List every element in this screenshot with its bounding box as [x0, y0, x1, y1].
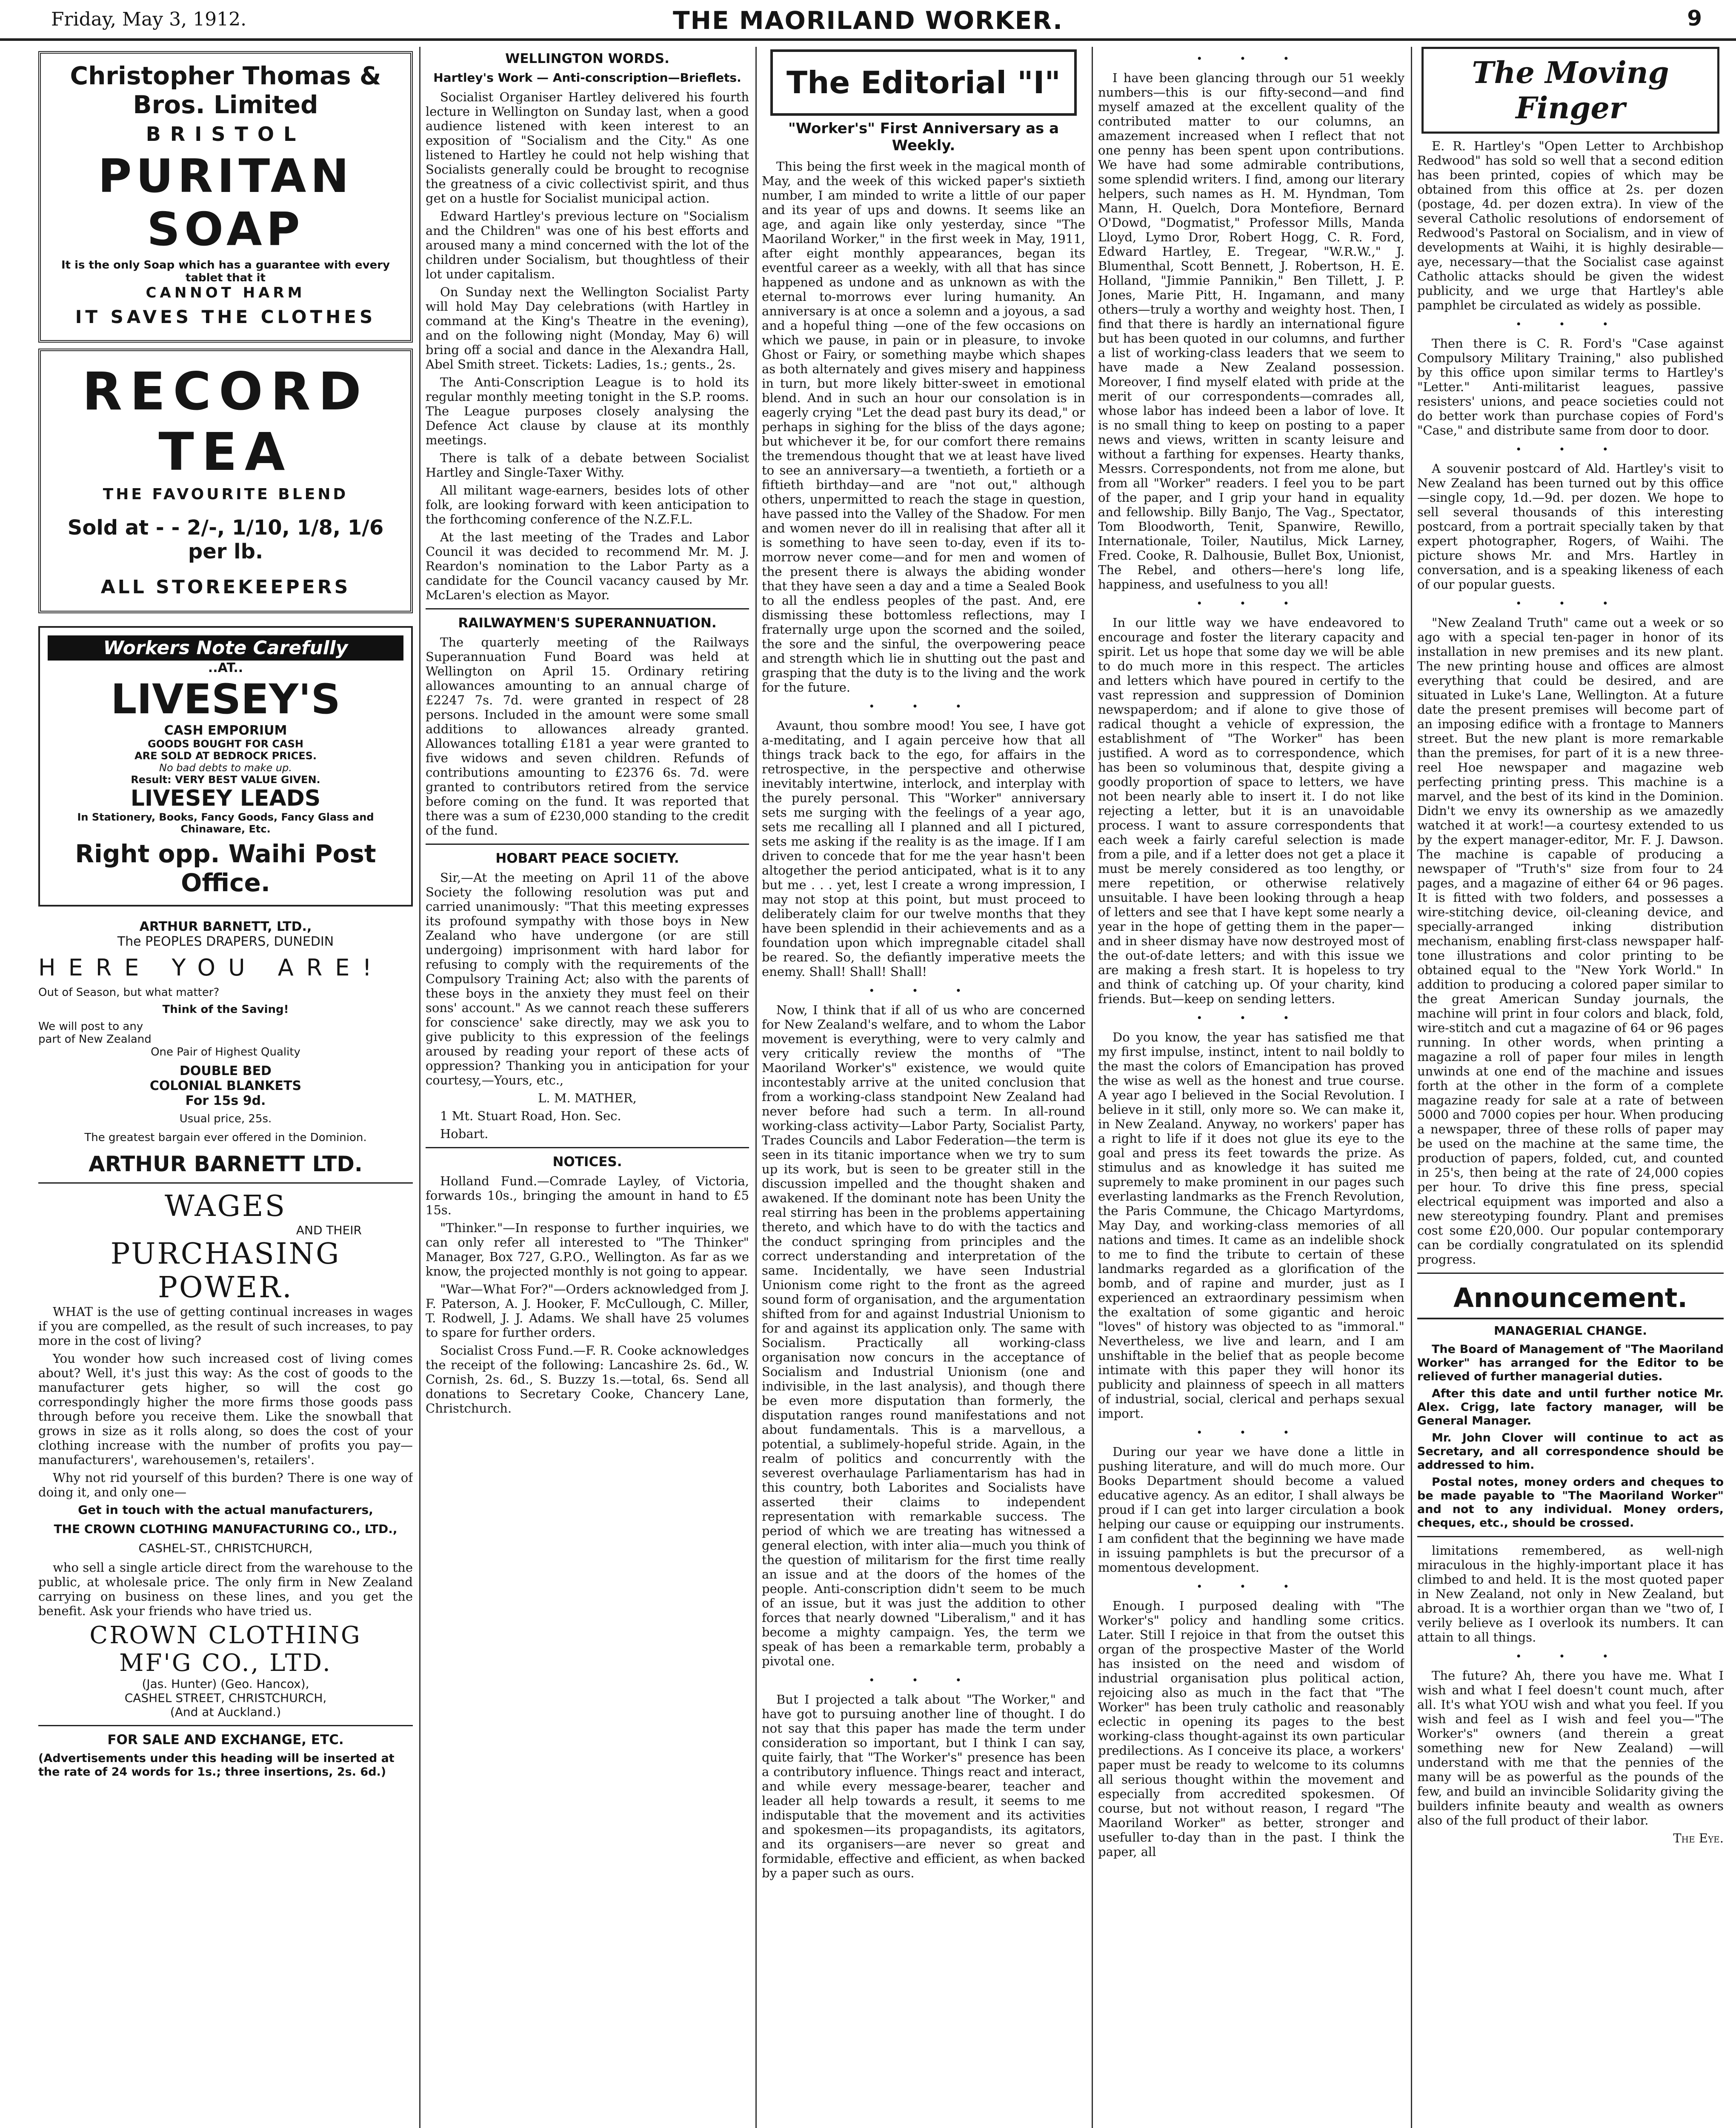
announcement-title: Announcement.	[1417, 1282, 1724, 1319]
divider	[426, 1147, 749, 1148]
ad-usual-price: Usual price, 25s.	[179, 1113, 272, 1125]
column-5	[1417, 47, 1724, 2128]
ad-tagline: CANNOT HARM	[146, 284, 306, 301]
ad-city: BRISTOL	[146, 123, 306, 146]
notice-item: "Thinker."—In response to further inquiries, we can only refer all interested to "The Thinker" Manager, Box 727, G.P.O., Wellington. As far as we know, the projected monthly is not going to appear.	[426, 1221, 749, 1279]
editorial-signature: The Eye.	[1673, 1831, 1724, 1845]
ad-banner: Workers Note Carefully	[48, 635, 403, 661]
ad-line: ARE SOLD AT BEDROCK PRICES.	[134, 750, 317, 762]
announcement-paragraph: After this date and until further notice Mr. Alex. Crigg, late factory manager, will be General Manager.	[1417, 1387, 1724, 1427]
article-paragraph: The Anti-Conscription League is to hold its regular monthly meeting tonight in the S.P. rooms. The League purposes closely analysing the Defence Act clause by clause at its monthly meetings.	[426, 375, 749, 447]
ad-headline-connector: AND THEIR	[296, 1223, 362, 1237]
ad-tagline: THE FAVOURITE BLEND	[103, 486, 349, 503]
ad-location: Right opp. Waihi Post Office.	[75, 839, 376, 897]
column-rule	[419, 47, 420, 2128]
announcement-subtitle: MANAGERIAL CHANGE.	[1494, 1324, 1647, 1338]
section-separator: • • •	[1516, 318, 1625, 330]
article-paragraph: At the last meeting of the Trades and Labor Council it was decided to recommend Mr. M. J. Reardon's nomination to the Labor Party as a candidate for the Council vacancy caused by Mr. McLaren's election as Mayor.	[426, 530, 749, 602]
ad-body: who sell a single article direct from the warehouse to the public, at wholesale price. The only firm in New Zealand carrying on business on these lines, and you get the benefit. Ask your friends who have tried us.	[38, 1560, 413, 1618]
announcement-paragraph: Mr. John Clover will continue to act as Secretary, and all correspondence should be addressed to him.	[1417, 1431, 1724, 1472]
ad-line: We will post to any	[38, 1020, 143, 1033]
editorial-title-box	[770, 49, 1077, 116]
section-separator: • • •	[1196, 1427, 1306, 1439]
section-separator: • • •	[869, 701, 978, 712]
ad-headline: POWER.	[158, 1271, 293, 1304]
signature: 1 Mt. Stuart Road, Hon. Sec.	[440, 1109, 621, 1123]
notice-item: Holland Fund.—Comrade Layley, of Victoria, forwards 10s., bringing the amount in hand to £5 15s.	[426, 1174, 749, 1217]
article-heading: HOBART PEACE SOCIETY.	[495, 851, 679, 866]
newspaper-title: THE MAORILAND WORKER.	[672, 6, 1064, 35]
article-paragraph: All militant wage-earners, besides lots of other folk, are looking forward with keen anticipation to the forthcoming conference of the N.Z.F.L.	[426, 483, 749, 526]
column-rule	[1411, 47, 1412, 2128]
section-heading-sale: FOR SALE AND EXCHANGE, ETC.	[107, 1732, 344, 1748]
ad-body: WHAT is the use of getting continual increases in wages if you are compelled, as the result of such increases, to pay more in the cost of living?	[38, 1304, 413, 1348]
ad-puritan-soap	[38, 51, 413, 343]
editorial-paragraph: During our year we have done a little in pushing literature, and will do much more. Our Books Department should become a valued educative agency. As an editor, I shall always be proud if I can get into larger circulation a book helping our cause or equipping our instruments. I am confident that the beginning we have made in issuing pamphlets is but the precursor of a momentous development.	[1098, 1444, 1404, 1575]
editorial-subtitle: "Worker's" First Anniversary as a Weekly.	[788, 120, 1059, 154]
ad-product-name: PURITAN SOAP	[98, 150, 353, 256]
ad-line: No bad debts to make up.	[159, 762, 292, 774]
editorial-paragraph: Enough. I purposed dealing with "The Worker's" policy and handling some critics. Later. Still I rejoice in that from the outset this organ of the prospective Master of the World has insisted on the need and wisdom of industrial organisation plus political action, rejoicing also as much in the fact that "The Worker" has been truly catholic and reasonably eclectic in opening its pages to the best working-class thought-against its own particular predilections. As I conceive its place, a workers' paper must be ready to welcome to its columns all serious thought within the movement and especially from accredited spokesmen. Of course, but not without reason, I regard "The Maoriland Worker" as better, stronger and usefuller to-day than in the past. I think the paper, all	[1098, 1599, 1404, 1859]
article-heading: RAILWAYMEN'S SUPERANNUATION.	[458, 615, 717, 631]
editorial-paragraph: Avaunt, thou sombre mood! You see, I have got a-meditating, and I again perceive how that all things track back to the ego, for affairs in the retrospective, in the perspective and otherwise inevitably intertwine, interlock, and interplay with the purely personal. This "Worker" anniversary sets me surging with the feelings of a year ago, sets me recalling all I planned and all I pictured, sets me asking if the reality is as the image. If I am driven to concede that for me the year hasn't been altogether the period anticipated, what is it to any but me . . . yet, lest I create a wrong impression, I may not stop at this point, but must proceed to deliberately claim for our twelve months that they have been splendid in their achievements and as a foundation upon which impregnable citadel shall be reared. So, the defiantly imperative meets the enemy. Shall! Shall! Shall!	[762, 718, 1085, 979]
ad-product: DOUBLE BED	[180, 1064, 272, 1078]
article-subheading: Hartley's Work — Anti-conscription—Brieflets.	[433, 71, 741, 85]
article-paragraph: A souvenir postcard of Ald. Hartley's visit to New Zealand has been turned out by this office—single copy, 1d.—9d. per dozen. We hope to sell several thousands of this interesting postcard, from a portrait specially taken by that expert photographer, Rogers, of Waihi. The picture shows Mr. and Mrs. Hartley in conversation, and is a speaking likeness of each of our popular guests.	[1417, 461, 1724, 592]
ad-callout: Get in touch with the actual manufacturers,	[78, 1503, 373, 1517]
ad-subtitle: CASH EMPORIUM	[164, 723, 287, 738]
ad-line: In Stationery, Books, Fancy Goods, Fancy Glass and Chinaware, Etc.	[77, 811, 374, 835]
ad-address: CASHEL STREET, CHRISTCHURCH,	[124, 1691, 327, 1705]
signature: L. M. MATHER,	[538, 1091, 637, 1105]
editorial-paragraph: I have been glancing through our 51 weekly numbers—this is our fifty-second—and find myself amazed at the excellent quality of the contributed matter to our columns, an amazement increased when I reflect that not one penny has been spent upon contributions. We have had some admirable contributions, some splendid writers. I find, among our literary helpers, such names as H. M. Hyndman, Tom Mann, H. Quelch, Dora Montefiore, Bernard O'Dowd, "Dogmatist," Professor Mills, Manda Lloyd, Lymo Dror, Robert Hogg, C. R. Ford, Edward Hartley, E. Tregear, "W.R.W.," J. Blumenthal, Scott Bennett, J. Robertson, H. E. Holland, "Jimmie Pannikin," Ben Tillett, J. P. Jones, Marie Pitt, H. Ingamann, and many others—truly a worthy and weighty host. Then, I find that there is hardly an international figure but has been quoted in our columns, and further a list of working-class leaders that we seem to have made a New Zealand possession. Moreover, I find myself elated with pride at the merit of our correspondents—comrades all, whose labor has indeed been a labor of love. It is no small thing to keep on posting to a paper news and views, written in scanty leisure and without a farthing for expenses. Hearty thanks, Messrs. Correspondents, not from me alone, but from all "Worker" readers. I feel you to be part of the paper, and I grip your hand in equality and fellowship. Billy Banjo, The Vag., Spectator, Tom Bloodworth, Tenit, Spanwire, Rewillo, Internationale, Toiler, Nautilus, Mick Larney, Fred. Cooke, R. Dalhousie, Bullet Box, Unionist, The Rebel, and others—here's long life, happiness, and usefulness to you all!	[1098, 71, 1404, 592]
ad-product-name: RECORD TEA	[82, 361, 369, 482]
sale-rates: (Advertisements under this heading will be inserted at the rate of 24 words for 1s.; three insertions, 2s. 6d.)	[38, 1752, 395, 1779]
ad-logo-text: ARTHUR BARNETT LTD.	[89, 1152, 363, 1176]
ad-line: part of New Zealand	[38, 1033, 152, 1046]
article-paragraph: Sir,—At the meeting on April 11 of the above Society the following resolution was put and carried unanimously: "That this meeting expresses its profound sympathy with those boys in New Zealand who have undergone (or are still undergoing) imprisonment with hard labor for refusing to comply with the requirements of the Compulsory Training Act; also with the parents of these boys in the anxiety they must feel on their sons' account." As we cannot reach these sufferers for conscience' sake directly, may we ask you to give publicity to this expression of the feelings aroused by reading your report of these acts of oppression? Thanking you in anticipation for your courtesy,—Yours, etc.,	[426, 870, 749, 1087]
section-separator: • • •	[1516, 443, 1625, 455]
article-paragraph: Then there is C. R. Ford's "Case against Compulsory Military Training," also published by this office upon similar terms to Hartley's "Letter." Anti-militarist leagues, passive resisters' unions, and peace societies could not do better work than purchase copies of Ford's "Case," and distribute same from door to door.	[1417, 336, 1724, 438]
ad-address: CASHEL-ST., CHRISTCHURCH,	[138, 1541, 313, 1555]
article-heading: NOTICES.	[552, 1154, 622, 1170]
editorial-continued-paragraph: The future? Ah, there you have me. What I wish and what I feel doesn't count much, after all. It's what YOU wish and what you feel. If you wish and feel as I wish and feel you—"The Worker's" owners (and therein a great something new for New Zealand) —will understand with me that the pennies of the many will be as powerful as the pounds of the few, and build an invincible Solidarity giving the builders infinite beauty and wealth as owners also of the full product of their labor.	[1417, 1668, 1724, 1828]
ad-line: One Pair of Highest Quality	[151, 1046, 300, 1058]
ad-firm: THE CROWN CLOTHING MANUFACTURING CO., LTD.,	[54, 1522, 398, 1536]
section-separator: • • •	[869, 985, 978, 997]
divider	[1417, 1536, 1724, 1537]
ad-firm-name: CROWN CLOTHING	[89, 1622, 362, 1649]
divider	[426, 844, 749, 845]
page-number: 9	[1687, 6, 1702, 31]
issue-date: Friday, May 3, 1912.	[51, 9, 247, 30]
column-2	[426, 47, 749, 2128]
ad-body: You wonder how such increased cost of living comes about? Well, it's just this way: As the cost of goods to the manufacturer gets higher, so will the cost go correspondingly higher the more firms those goods pass through before you receive them. Like the snowball that grows in size as it rolls along, so does the cost of your clothing increase with the number of profits you pay—manufacturers', warehousemen's, retailers'.	[38, 1351, 413, 1467]
section-separator: • • •	[1196, 598, 1306, 609]
notice-item: Socialist Cross Fund.—F. R. Cooke acknowledges the receipt of the following: Lancashire 2s. 6d., W. Cornish, 2s. 6d., S. Buzzy 1s.—total, 6s. Send all donations to Secretary Cooke, Chancery Lane, Christchurch.	[426, 1343, 749, 1416]
section-separator: • • •	[1196, 1012, 1306, 1024]
section-separator: • • •	[1516, 1650, 1625, 1662]
ad-line: Result: VERY BEST VALUE GIVEN.	[131, 774, 320, 786]
editorial-paragraph: In our little way we have endeavored to encourage and foster the literary capacity and spirit. Let us hope that some day we will be able to do much more in this respect. The articles and letters which have poured in certify to the vast repression and suppression of Dominion newspaperdom; and if alone to give those of radical thought a vehicle of expression, the establishment of "The Worker" has been justified. A word as to correspondence, which has been so voluminous that, despite giving a goodly proportion of space to letters, we have not been nearly able to insert it. I do not like rejecting a letter, but it is an unavoidable process. I want to assure correspondents that each week a fairly careful selection is made from a pile, and if a letter does not get a place it must be merely considered as too lengthy, or mere repetition, or otherwise relatively unsuitable. I have been looking through a heap of letters and see that I have kept some nearly a year in the hope of getting them in the paper—and in sheer dismay have now destroyed most of the out-of-date letters; and with this issue we are making a fresh start. It is hopeless to try and think of catching up. Of your charity, kind friends. But—keep on sending letters.	[1098, 615, 1404, 1006]
moving-finger-title: The Moving Finger	[1472, 55, 1669, 126]
ad-wages	[38, 1190, 413, 1719]
ad-at: ..AT..	[208, 661, 243, 675]
signature: Hobart.	[440, 1127, 489, 1141]
article-paragraph: On Sunday next the Wellington Socialist Party will hold May Day celebrations (with Hartley in command at the King's Theatre in the evening), and on the following night (Monday, May 6) will bring off a social and dance in the Alexandra Hall, Abel Smith street. Tickets: Ladies, 1s.; gents., 2s.	[426, 285, 749, 372]
section-separator: • • •	[869, 1674, 978, 1686]
divider	[38, 1182, 413, 1184]
ad-headline: WAGES	[164, 1190, 287, 1223]
ad-price: Sold at - - 2/-, 1/10, 1/8, 1/6 per lb.	[67, 516, 384, 563]
moving-finger-title-box	[1421, 47, 1719, 134]
announcement-paragraph: Postal notes, money orders and cheques to be made payable to "The Maoriland Worker" and not to any individual. Money orders, cheques, etc., should be crossed.	[1417, 1476, 1724, 1530]
divider	[1417, 1273, 1724, 1274]
ad-store-name: LIVESEY'S	[111, 675, 340, 723]
page-header	[0, 0, 1736, 41]
ad-headline: HERE YOU ARE!	[38, 954, 384, 981]
article-paragraph: The quarterly meeting of the Railways Superannuation Fund Board was held at Wellington on April 15. Ordinary retiring allowances amounting to an annual charge of £2247 7s. 7d. were granted in respect of 28 persons. Included in the amount were some small additions to allowances already granted. Allowances totalling £181 a year were granted to five widows and seven children. Refunds of contributions amounting to £2376 6s. 7d. were granted to contributors retired from the service before coming on the fund. It was reported that there was a sum of £230,000 standing to the credit of the fund.	[426, 635, 749, 838]
ad-headline: PURCHASING	[110, 1237, 341, 1271]
ad-product: COLONIAL BLANKETS	[149, 1078, 302, 1093]
section-separator: • • •	[1516, 598, 1625, 609]
editorial-paragraph: But I projected a talk about "The Worker," and have got to pursuing another line of thought. I do not say that this paper has made the term under consideration so important, but I think I can say, quite fairly, that "The Worker's" presence has been a contributory influence. Things react and interact, and while every message-bearer, teacher and leader all help towards a result, it seems to me indisputable that the movement and its activities and spokesmen—its propagandists, its agitators, and its organisers—are never so great and formidable, effective and efficient, as when backed by a paper such as ours.	[762, 1692, 1085, 1880]
ad-slogan: LIVESEY LEADS	[130, 786, 321, 811]
section-separator: • • •	[1196, 1581, 1306, 1593]
editorial-paragraph: Now, I think that if all of us who are concerned for New Zealand's welfare, and to whom the Labor movement is everything, were to very calmly and very critically review the months of "The Maoriland Worker's" existence, we would quite incontestably arrive at the united conclusion that from a working-class standpoint New Zealand had never before had such a term. In all-round working-class activity—Labor Party, Socialist Party, Trades Councils and Labor Federation—the term is seen in its titanic importance when we try to sum up its work, but is seen to be greater still in the discussion impelled and the thought shaken and awakened. If the dominant note has been Unity the real stirring has been in the problems appertaining thereto, and which have to do with the tactics and the conduct springing from principles and the correct understanding and interpretation of the same. Incidentally, we have seen Industrial Unionism come right to the front as the agreed sound form of organisation, and the argumentation shifted from for and against Industrial Unionism to for and against its application only. The same with Socialism. Practically all working-class organisation now concurs in the acceptance of Socialism and Industrial Unionism (one and indivisible, in the last analysis), and though there be even more disputation than formerly, the disputation ranges round manifestations and not about fundamentals. This is a marvellous, a potential, a sublimely-hopeful stride. Again, in the realm of politics and concurrently with the severest overhaulage Parliamentarism has had in this country, both Laborites and Socialists have asserted their claims to independent representation with remarkable success. The period of which we are treating has witnessed a general election, with inter alia—much you think of the question of militarism for the first time really an issue and at the doors of the homes of the people. Anti-conscription didn't seem to be much of an issue, but it was just the addition to other forces that nearly downed "Liberalism," and it has become a mighty campaign. Yes, the term we speak of has been a remarkable term, probably a pivotal one.	[762, 1003, 1085, 1668]
ad-stockists: ALL STOREKEEPERS	[100, 576, 351, 598]
section-separator: • • •	[1196, 53, 1306, 65]
notice-item: "War—What For?"—Orders acknowledged from J. F. Paterson, A. J. Hooker, F. McCullough, C. Miller, T. Rodwell, J. J. Adams. We shall have 25 volumes to spare for further orders.	[426, 1282, 749, 1340]
editorial-title: The Editorial "I"	[786, 65, 1061, 100]
ad-description: It is the only Soap which has a guarantee with every tablet that it	[61, 259, 390, 284]
column-4	[1098, 47, 1404, 2128]
editorial-paragraph: Do you know, the year has satisfied me that my first impulse, instinct, intent to nail boldly to the mast the colors of Emancipation has proved the wise as well as the honest and true course. A year ago I believed in the Social Revolution. I believe in it still, only more so. We can make it, in New Zealand. Anyway, no workers' paper has a right to life if it does not glue its eye to the goal and press its feet towards the prize. As stimulus and as knowledge it has suited me supremely to make prominent in our pages such everlasting landmarks as the French Revolution, the Paris Commune, the Chicago Martyrdoms, May Day, and working-class memories of all nations and times. It came as an indelible shock to me to find the tribute to certain of these landmarks regarded as a glorification of the bomb, and of rapine and murder, just as I experienced an extraordinary pessimism when the exaltation of some gigantic and heroic "loves" of history was objected to as "immoral." Nevertheless, we live and learn, and I am unshiftable in the belief that as people become intimate with this paper they will honor its publicity and plainness of speech in all matters of industrial, social, clerical and perhaps sexual import.	[1098, 1030, 1404, 1421]
ad-liveseys	[38, 626, 413, 907]
article-paragraph: "New Zealand Truth" came out a week or so ago with a special ten-pager in honor of its installation in new premises and its new plant. The new printing house and offices are almost everything that could be desired, and are situated in Luke's Lane, Wellington. At a future date the present premises will become part of an imposing edifice with a frontage to Manners street. But the new plant is more remarkable than the premises, for part of it is a new three-reel Hoe newspaper and magazine web perfecting printing press. This machine is a marvel, and the best of its kind in the Dominion. Didn't we envy its ownership as we amazedly watched it at work!—a courtesy extended to us by the expert manager-editor, Mr. F. J. Dawson. The machine is capable of producing a newspaper of "Truth's" size from four to 24 pages, and a magazine of either 64 or 96 pages. It is fitted with two folders, and possesses a wire-stitching device, oil-cleaning device, and specially-arranged inking distribution mechanism, enabling first-class newspaper half-tone illustrations and color printing to be obtained equal to the "New York World." In addition to producing a colored paper similar to the great American Sunday journals, the machine will print in four colors and black, fold, wire-stitch and cut a magazine of 64 or 96 pages running. In other words, when printing a magazine a roll of paper four miles in length unwinds at one end of the machine and issues forth at the other in the form of a complete magazine ready for sale at a rate of between 5000 and 7000 copies per hour. When producing a newspaper, three of these rolls of paper may be used on the machine at the same time, the production of papers, folded, cut, and counted in 25's, then being at the rate of 24,000 copies per hour. To drive this fine press, special electrical equipment was imported and also a new stereotyping foundry. Plant and premises cost some £20,000. Our popular contemporary can be cordially congratulated on its splendid progress.	[1417, 615, 1724, 1267]
article-heading: WELLINGTON WORDS.	[505, 51, 669, 66]
ad-company-name: Christopher Thomas & Bros. Limited	[70, 61, 381, 119]
divider	[38, 1725, 413, 1726]
article-paragraph: Edward Hartley's previous lecture on "Socialism and the Children" was one of his best efforts and aroused many a mind concerned with the lot of the children under Socialism, but thoughtless of their lot under capitalism.	[426, 209, 749, 281]
ad-branch: (And at Auckland.)	[170, 1705, 281, 1719]
ad-line: GOODS BOUGHT FOR CASH	[148, 738, 303, 750]
ad-line: Think of the Saving!	[162, 1003, 289, 1016]
ad-line: The greatest bargain ever offered in the Dominion.	[84, 1131, 367, 1144]
ad-line: Out of Season, but what matter?	[38, 986, 220, 999]
divider	[426, 608, 749, 609]
column-rule	[1092, 47, 1093, 2128]
editorial-paragraph: This being the first week in the magical month of May, and the week of this wicked paper's sixtieth number, I am minded to write a little of our paper and its year of ups and downs. It seems like an age, and again like only yesterday, since "The Maoriland Worker," in the first week in May, 1911, after eight monthly appearances, began its eventful career as a weekly, with all that has since happened as undone and as unknown as with the eternal to-morrows ever luring humanity. An anniversary is at once a solemn and a joyous, a sad and a hopeful thing —one of the few occasions on which we pause, in pain or in pleasure, to invoke Ghost or Fairy, or something maybe which shapes as both alternately and gives misery and happiness in turn, but more likely bitter-sweet in emotional blend. And in such an hour our consolation is in eagerly crying "Let the dead past bury its dead," or perhaps in sighing for the bliss of the days agone; but whichever it be, for our comfort there remains the tremendous thought that we at least have lived to see an anniversary—a twentieth, a fortieth or a fiftieth birthday—and are "not out," although others, unpermitted to reach the stage in question, have passed into the Valley of the Shadow. For men and women never do ill in realising that after all it is something to have seen to-day, even if its to-morrow never come—and for men and women of the present there is always the abiding wonder that they have seen a day and a time a Sealed Book to all the endless peoples of the past. And, ere dismissing these bottomless reflections, may I fraternally urge upon the scorned and the soiled, the sore and the sinful, the overpowering peace and strength which lie in shutting out the past and grasping that the duty is to the living and the work for the future.	[762, 159, 1085, 695]
ad-arthur-barnett	[38, 919, 413, 1176]
ad-price: For 15s 9d.	[185, 1093, 266, 1108]
column-rule	[755, 47, 757, 2128]
editorial-continued-paragraph: limitations remembered, as well-nigh miraculous in the highly-important place it has climbed to and held. It is the most quoted paper in New Zealand, not only in New Zealand, but abroad. It is a worthier organ than we "two of, I verily believe as I overlook its numbers. It can attain to all things.	[1417, 1543, 1724, 1645]
ad-body: Why not rid yourself of this burden? There is one way of doing it, and only one—	[38, 1470, 413, 1499]
announcement-paragraph: The Board of Management of "The Maoriland Worker" has arranged for the Editor to be relieved of further managerial duties.	[1417, 1343, 1724, 1383]
article-paragraph: E. R. Hartley's "Open Letter to Archbishop Redwood" has sold so well that a second edition has been printed, copies of which may be obtained from this office at 2s. per dozen (postage, 4d. per dozen extra). In view of the several Catholic resolutions of endorsement of Redwood's Pastoral on Socialism, and in view of developments at Waihi, it is highly desirable—aye, necessary—that the Socialist case against Catholic attacks should be given the widest publicity, and we urge that Hartley's able pamphlet be circulated as widely as possible.	[1417, 139, 1724, 312]
ad-slogan: IT SAVES THE CLOTHES	[75, 306, 376, 327]
ad-record-tea	[38, 349, 413, 613]
ad-firm-name: MF'G CO., LTD.	[119, 1649, 332, 1677]
ad-company-name: ARTHUR BARNETT, LTD.,	[139, 919, 312, 934]
ad-description: The PEOPLES DRAPERS, DUNEDIN	[117, 934, 334, 949]
article-paragraph: Socialist Organiser Hartley delivered his fourth lecture in Wellington on Sunday last, when a good audience listened with keen interest to an exposition of "Socialism and the City." As one listened to Hartley he could not help wishing that Socialists generally could be brought to recognise the greatness of a civic collectivist spirit, and thus get on a hustle for Socialist municipal action.	[426, 90, 749, 206]
column-ads	[38, 47, 413, 2128]
article-paragraph: There is talk of a debate between Socialist Hartley and Single-Taxer Withy.	[426, 451, 749, 480]
ad-partners: (Jas. Hunter) (Geo. Hancox),	[142, 1677, 309, 1691]
column-3	[762, 47, 1085, 2128]
